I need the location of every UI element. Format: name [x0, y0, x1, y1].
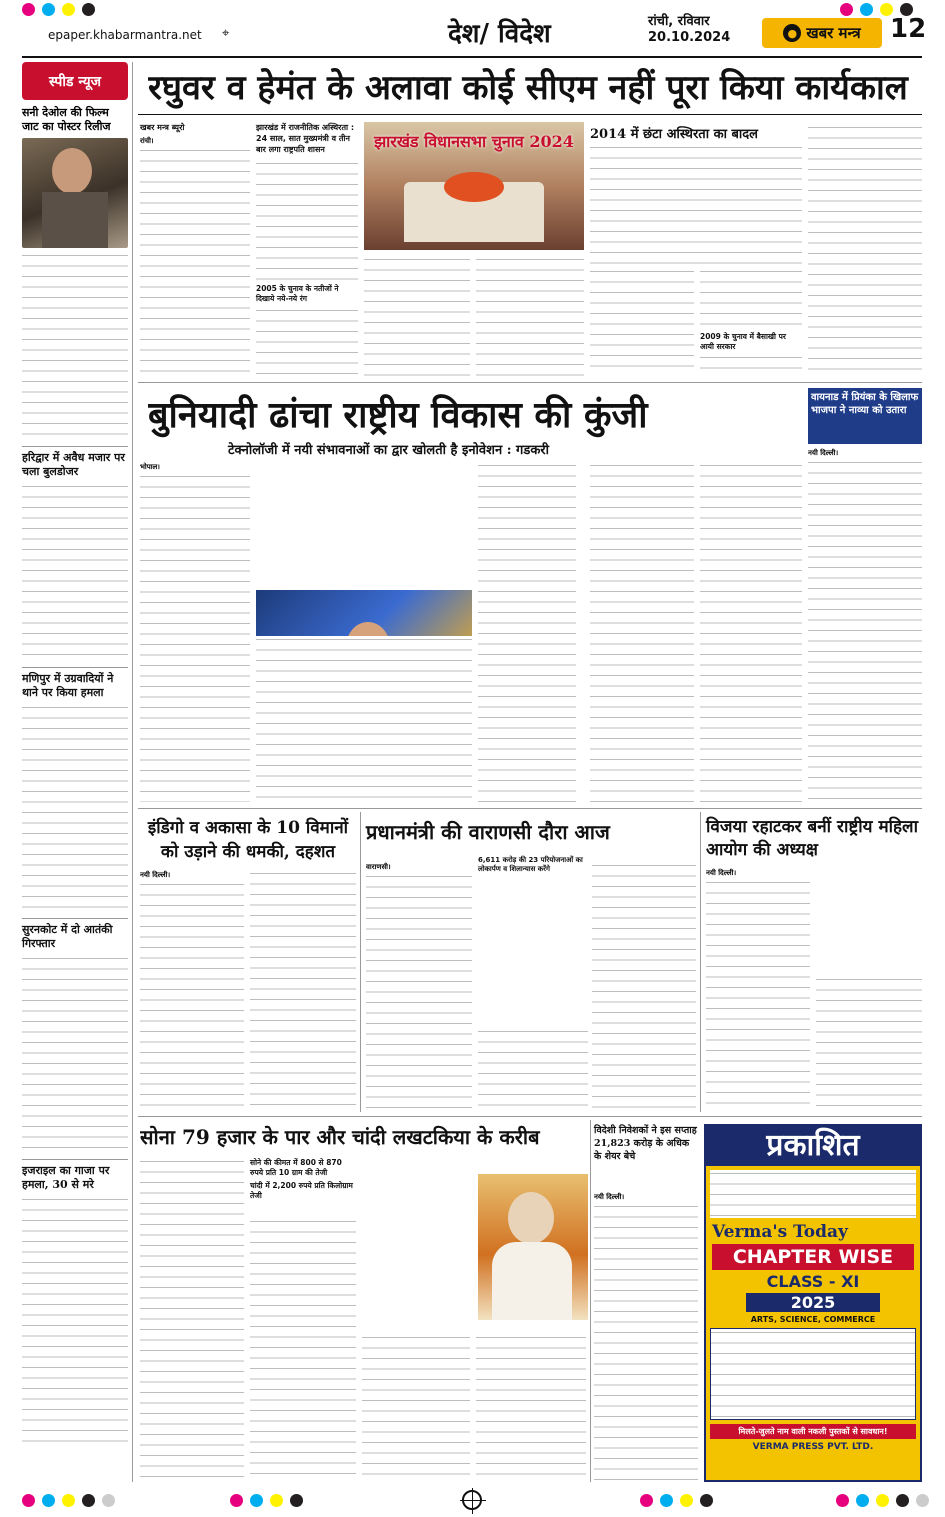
lead-subhead-1: झारखंड में राजनीतिक अस्थिरता : 24 साल, सात मुख्यमंत्री व तीन बार लगा राष्ट्रपति शासन [256, 123, 355, 154]
cyan-dot [42, 3, 55, 16]
magenta-dot [640, 1494, 653, 1507]
book-advertisement[interactable] [704, 1124, 922, 1482]
page-number: 12 [890, 14, 927, 44]
sidebar-story-title[interactable]: सुरनकोट में दो आतंकी गिरफ्तार [22, 923, 113, 950]
infra-headline[interactable]: बुनियादी ढांचा राष्ट्रीय विकास की कुंजी [148, 394, 648, 436]
ad-notice-text [710, 1170, 916, 1218]
magenta-dot [22, 3, 35, 16]
wayanad-headline-box [808, 388, 922, 444]
gold-bullets [250, 1158, 356, 1201]
magenta-dot [836, 1494, 849, 1507]
magenta-dot [22, 1494, 35, 1507]
cyan-dot [856, 1494, 869, 1507]
varanasi-headline[interactable]: प्रधानमंत्री की वाराणसी दौरा आज [366, 820, 610, 844]
vijaya-headline[interactable]: विजया रहाटकर बनीं राष्ट्रीय महिला आयोग की अध्यक्ष [706, 817, 918, 860]
varanasi-dateline: वाराणसी। [366, 862, 391, 871]
varanasi-tag: 6,611 करोड़ की 23 परियोजनाओं का लोकार्पण व शिलान्यास करेंगे [478, 856, 583, 873]
varanasi-column [366, 862, 472, 1112]
indigo-column [250, 870, 356, 1110]
lead-subhead-4: 2009 के चुनाव में बैसाखी पर आयी सरकार [700, 332, 786, 351]
varanasi-column [592, 862, 696, 1112]
yellow-dot [680, 1494, 693, 1507]
lead-column [590, 268, 694, 376]
lead-column [700, 268, 802, 328]
logo-text: खबर मन्त्र [806, 24, 861, 42]
ad-class: CLASS - XI [766, 1272, 860, 1291]
fpi-column [594, 1192, 698, 1482]
infra-column [256, 636, 472, 802]
vijaya-dateline: नयी दिल्ली। [706, 868, 737, 877]
gray-dot [916, 1494, 929, 1507]
lead-headline[interactable]: रघुवर व हेमंत के अलावा कोई सीएम नहीं पूरा किया कार्यकाल [148, 68, 908, 108]
sidebar-story-body [22, 955, 128, 1155]
lead-column [140, 136, 250, 376]
registration-crosshair-icon [462, 1490, 482, 1510]
lead-column [700, 354, 802, 376]
lead-column [476, 256, 584, 376]
black-dot [82, 1494, 95, 1507]
wayanad-column [808, 448, 922, 802]
lead-column [808, 124, 922, 376]
black-dot [290, 1494, 303, 1507]
cyan-dot [250, 1494, 263, 1507]
gold-column [140, 1158, 244, 1482]
gray-dot [102, 1494, 115, 1507]
site-url[interactable]: epaper.khabarmantra.net [48, 28, 202, 42]
ad-brand: Verma's Today [712, 1222, 848, 1242]
logo-mark-icon: ● [783, 24, 801, 42]
indigo-dateline: नयी दिल्ली। [140, 870, 171, 879]
indigo-headline[interactable]: इंडिगो व अकासा के 10 विमानों को उड़ाने की धमकी, दहशत [147, 818, 349, 862]
sidebar-story-body [22, 483, 128, 663]
vijaya-column [816, 976, 922, 1112]
masthead-rule [22, 56, 922, 58]
sidebar-story-body [22, 704, 128, 914]
ad-publisher: VERMA PRESS PVT. LTD. [752, 1442, 874, 1452]
registration-dots-bottom-mid-right [640, 1494, 713, 1507]
yellow-dot [270, 1494, 283, 1507]
lead-dateline: रांची। [140, 136, 154, 145]
wayanad-dateline: नयी दिल्ली। [808, 448, 839, 457]
sidebar-story-title[interactable]: मणिपुर में उग्रवादियों ने थाने पर किया हमला [22, 672, 114, 699]
ad-title: प्रकाशित [706, 1126, 920, 1166]
black-dot [896, 1494, 909, 1507]
sidebar-story-title[interactable]: इजराइल का गाजा पर हमला, 30 से मरे [22, 1164, 110, 1191]
date-block [648, 14, 730, 46]
sidebar-story-title[interactable]: हरिद्वार में अवैध मजार पर चला बुलडोजर [22, 451, 125, 478]
yellow-dot [876, 1494, 889, 1507]
gold-bullet-2: चांदी में 2,200 रुपये प्रति किलोग्राम तेजी [250, 1181, 353, 1200]
section-title: देश/ विदेश [448, 19, 551, 49]
cyan-dot [660, 1494, 673, 1507]
ad-subjects-box [710, 1328, 916, 1420]
fpi-dateline: नयी दिल्ली। [594, 1192, 625, 1201]
black-dot [82, 3, 95, 16]
lead-column [256, 160, 358, 376]
yellow-dot [62, 1494, 75, 1507]
lead-subhead-2: 2014 में छंटा अस्थिरता का बादल [590, 127, 758, 142]
registration-dots-bottom-left [22, 1494, 115, 1507]
ad-footer: मिलते-जुलते नाम वाली नकली पुस्तकों से सावधान! [710, 1424, 916, 1439]
magenta-dot [230, 1494, 243, 1507]
infra-subhead: टेक्नोलॉजी में नयी संभावनाओं का द्वार खोलती है इनोवेशन : गडकरी [228, 443, 549, 458]
cyan-dot [860, 3, 873, 16]
registration-dots-bottom-right [836, 1494, 929, 1507]
cursor-icon: ⌖ [222, 26, 230, 41]
speed-news-sidebar [22, 62, 128, 1482]
sidebar-story-body [22, 252, 128, 442]
lead-byline: खबर मन्त्र ब्यूरो [140, 123, 185, 132]
cyan-dot [42, 1494, 55, 1507]
gold-headline[interactable]: सोना 79 हजार के पार और चांदी लखटकिया के करीब [140, 1125, 540, 1149]
ad-streams: ARTS, SCIENCE, COMMERCE [750, 1315, 876, 1324]
infra-dateline: भोपाल। [140, 462, 160, 471]
varanasi-column [478, 1028, 588, 1112]
brand-logo [762, 18, 882, 48]
issue-date: 20.10.2024 [648, 30, 731, 45]
magenta-dot [840, 3, 853, 16]
lead-subhead-3: 2005 के चुनाव के नतीजों ने दिखाये नये-नये रंग [256, 284, 358, 304]
ad-year: 2025 [746, 1293, 880, 1312]
gold-column [476, 1334, 586, 1482]
sidebar-story-body [22, 1196, 128, 1446]
registration-dots-bottom-mid-left [230, 1494, 303, 1507]
lead-column [590, 144, 802, 264]
infra-column [700, 462, 802, 802]
indigo-column [140, 870, 244, 1110]
sunny-deol-photo [22, 138, 128, 248]
wayanad-headline[interactable]: वायनाड में प्रियंका के खिलाफ भाजपा ने नाव्या को उतारा [811, 392, 919, 416]
vijaya-column [706, 868, 810, 1112]
black-dot [700, 1494, 713, 1507]
registration-dots-top-left [22, 3, 95, 16]
speed-news-badge: स्पीड न्यूज [22, 62, 128, 100]
infra-column [478, 462, 576, 802]
modi-photo [478, 1174, 588, 1320]
infra-column [140, 462, 250, 802]
gold-column [250, 1218, 356, 1482]
gold-bullet-1: सोने की कीमत में 800 से 870 रुपये प्रति 10 ग्राम की तेजी [250, 1158, 342, 1177]
yellow-dot [62, 3, 75, 16]
assembly-election-photo [364, 122, 584, 250]
gold-column [362, 1334, 470, 1482]
city-day: रांची, रविवार [648, 14, 710, 29]
ad-product: CHAPTER WISE [712, 1244, 914, 1270]
photo-title: झारखंड विधानसभा चुनाव 2024 [374, 132, 574, 151]
infra-column [590, 462, 694, 802]
sidebar-story-title[interactable]: सनी देओल की फिल्म जाट का पोस्टर रिलीज [22, 106, 111, 133]
fpi-headline[interactable]: विदेशी निवेशकों ने इस सप्ताह 21,823 करोड़ के अधिक के शेयर बेचे [594, 1125, 697, 1162]
lead-column [364, 256, 470, 376]
